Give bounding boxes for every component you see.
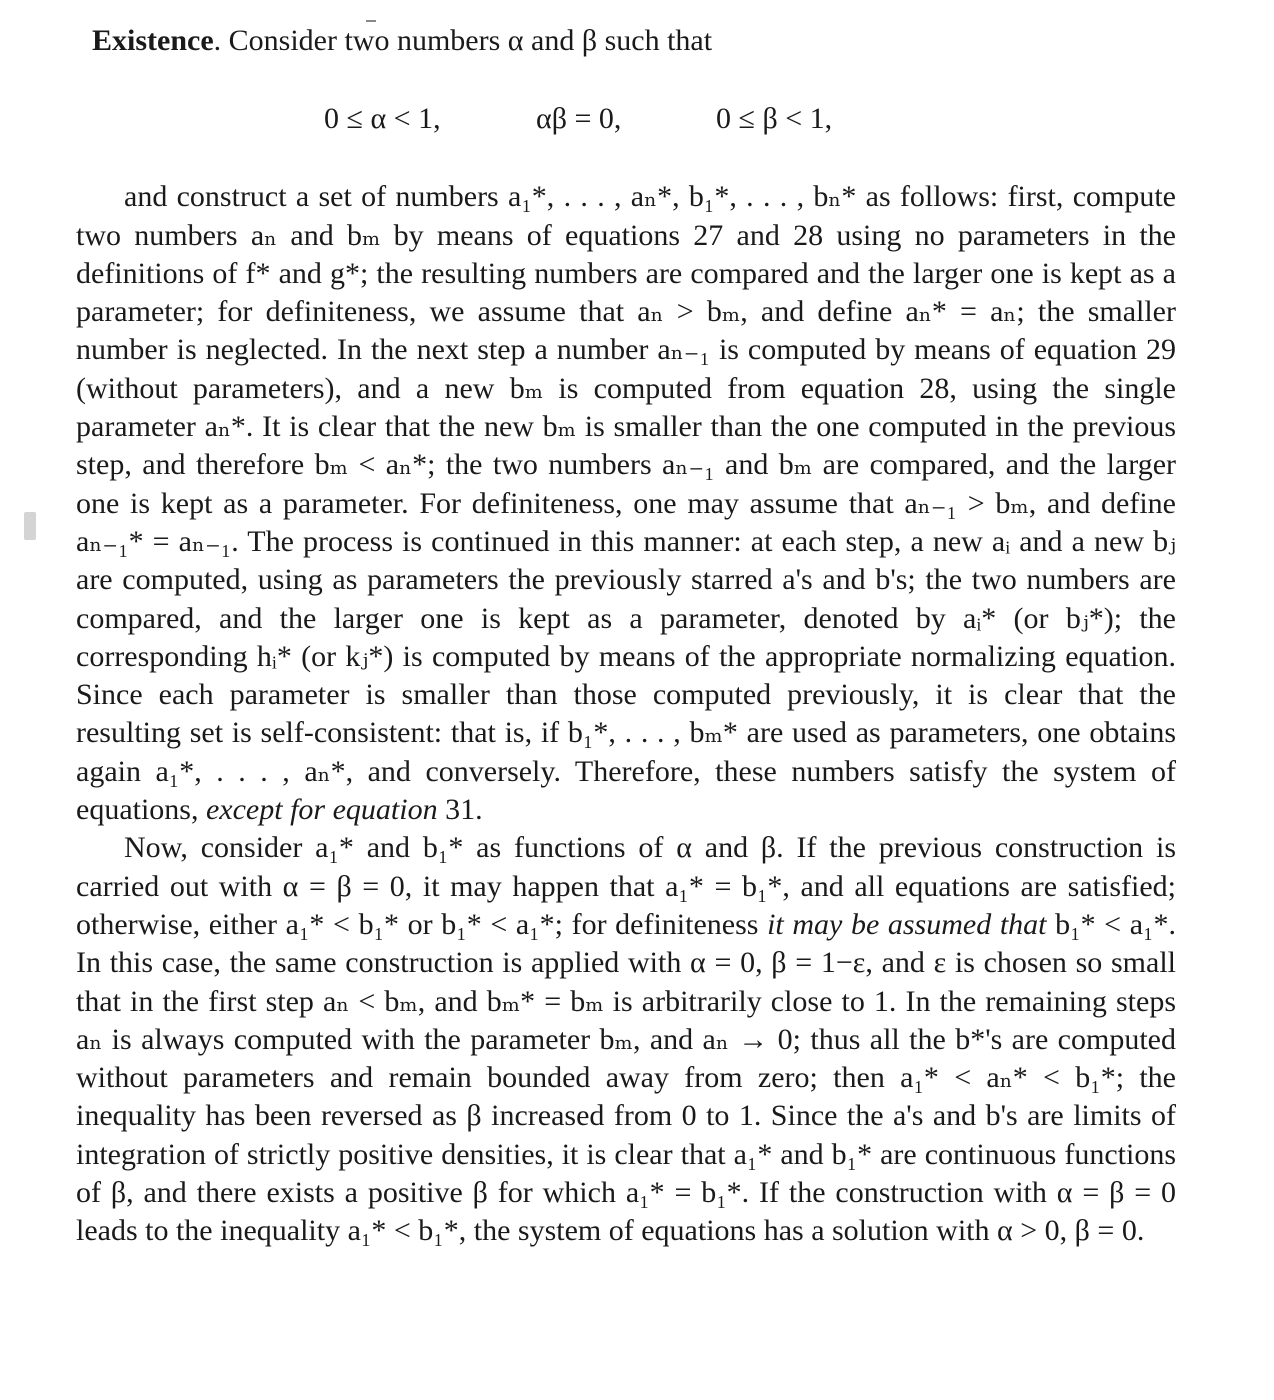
section-heading: Existence [92, 24, 214, 57]
paper-page [76, 22, 1176, 1251]
construction-end: 31. [437, 793, 483, 827]
existence-intro [92, 22, 1176, 60]
margin-marker [24, 512, 36, 540]
equation-product: αβ = 0, [536, 102, 622, 136]
construction-emphasis: except for equation [205, 793, 438, 827]
continuity-emphasis: it may be assumed that [767, 907, 1047, 941]
construction-paragraph [76, 178, 1176, 829]
construction-text: and construct a set of numbers a₁*, . . . , aₙ*, b₁*, . . . , bₙ* as follows: first, compute two numbers aₙ and bₘ by means of equations 27 and 28 using no parameters in the definitions of f* and g*; the resulting numbers are compared and the larger one is kept as a parameter; for definiteness, we assume that aₙ > bₘ, and define aₙ* = aₙ; the smaller number is neglected. In the next step a number aₙ₋₁ is computed by means of equation 29 (without parameters), and a new bₘ is computed from equation 28, using the single parameter aₙ*. It is clear that the new bₘ is smaller than the one computed in the previous step, and therefore bₘ < aₙ*; the two numbers aₙ₋₁ and bₘ are compared, and the larger one is kept as a parameter. For definiteness, one may assume that aₙ₋₁ > bₘ, and define aₙ₋₁* = aₙ₋₁. The process is continued in this manner: at each step, a new aᵢ and a new bⱼ are computed, using as parameters the previously starred a's and b's; the two numbers are compared, and the larger one is kept as a parameter, denoted by aᵢ* (or bⱼ*); the corresponding hᵢ* (or kⱼ*) is computed by means of the appropriate normalizing equation. Since each parameter is smaller than those computed previously, it is clear that the resulting set is self-consistent: that is, if b₁*, . . . , bₘ* are used as parameters, one obtains again a₁*, . . . , aₙ*, and conversely. Therefore, these numbers satisfy the system of equations, [76, 180, 1176, 827]
equation-alpha-range: 0 ≤ α < 1, [324, 102, 441, 136]
equation-beta-range: 0 ≤ β < 1, [716, 102, 833, 136]
continuity-paragraph [76, 829, 1176, 1250]
intro-text: . Consider two numbers α and β such that [213, 24, 713, 57]
continuity-text: Now, consider a₁* and b₁* as functions of α and β. If the previous construction is carried out with α = β = 0, it may happen that a₁* = b₁*, and all equations are satisfied; otherwise, either a₁* < b₁* or b₁* < a₁*; for definiteness [76, 831, 1176, 941]
continuity-rest: b₁* < a₁*. In this case, the same construction is applied with α = 0, β = 1−ε, and ε is chosen so small that in the first step aₙ < bₘ, and bₘ* = bₘ is arbitrarily close to 1. In the remaining steps aₙ is always computed with the parameter bₘ, and aₙ → 0; thus all the b*'s are computed without parameters and remain bounded away from zero; then a₁* < aₙ* < b₁*; the inequality has been reversed as β increased from 0 to 1. Since the a's and b's are limits of integration of strictly positive densities, it is clear that a₁* and b₁* are continuous functions of β, and there exists a positive β for which a₁* = b₁*. If the construction with α = β = 0 leads to the inequality a₁* < b₁*, the system of equations has a solution with α > 0, β = 0. [76, 907, 1176, 1248]
display-equation [76, 80, 1176, 158]
